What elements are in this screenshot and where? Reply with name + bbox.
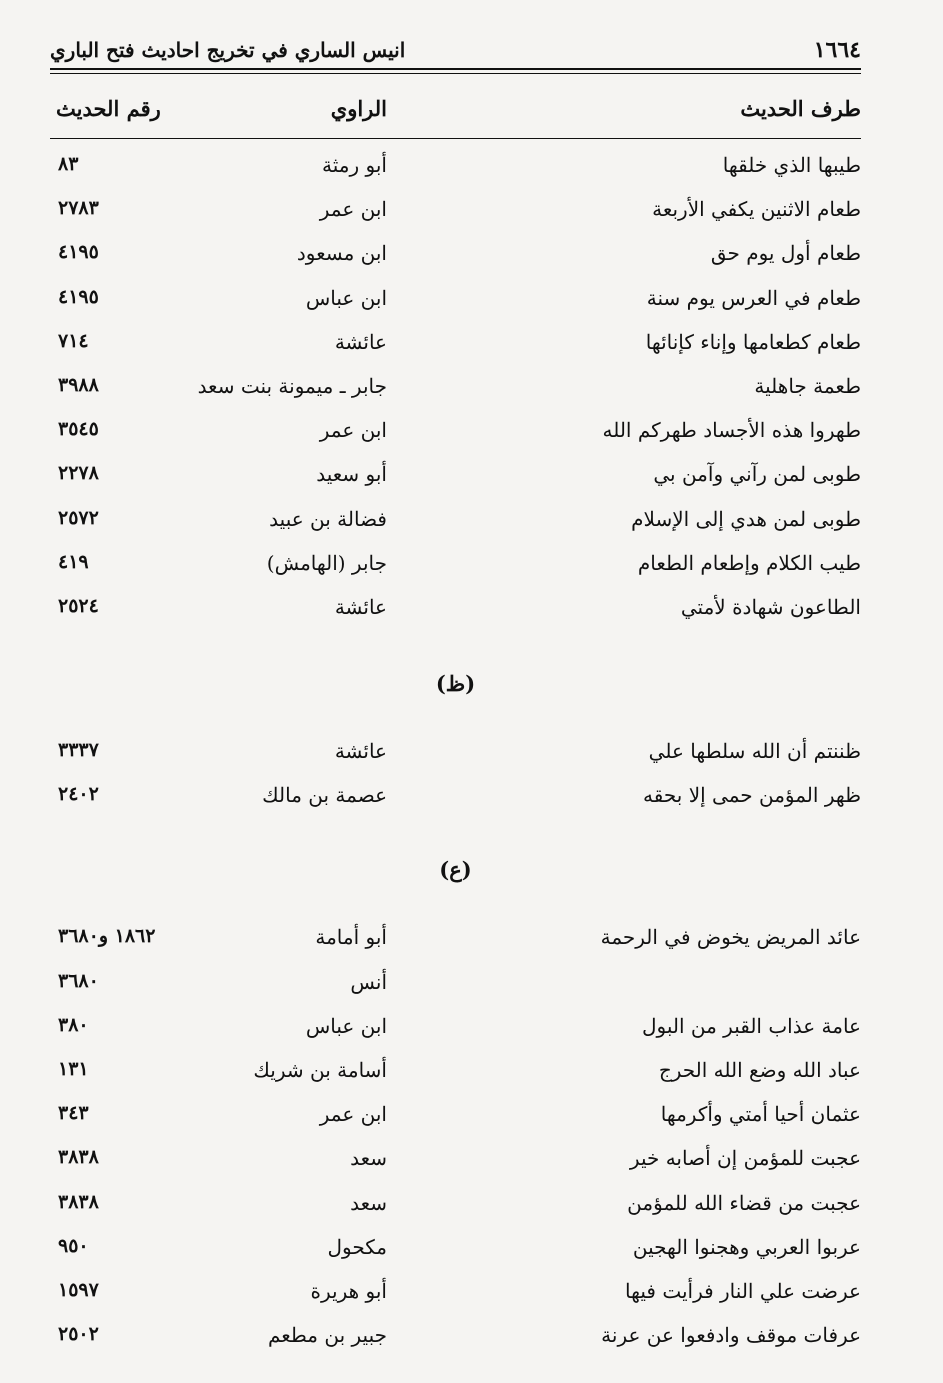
- header-rule-thick: [50, 68, 861, 70]
- hadith-number: ٣٤٣: [58, 1102, 89, 1125]
- narrator-text: ابن عباس: [305, 285, 387, 310]
- hadith-number: ٣٨٠: [58, 1013, 89, 1036]
- hadith-number: ٤١٩: [58, 550, 89, 573]
- narrator-text: ابن عباس: [305, 1013, 387, 1038]
- table-row: [50, 917, 861, 961]
- column-header-number: رقم الحديث: [56, 96, 161, 121]
- hadith-number: ١٨٦٢ و٣٦٨٠: [58, 925, 156, 948]
- hadith-number: ٣٨٣٨: [58, 1190, 99, 1213]
- table-row: [50, 1227, 861, 1271]
- table-row: [50, 499, 861, 543]
- table-row: [50, 454, 861, 498]
- narrator-text: ابن عمر: [319, 197, 387, 222]
- table-row: [50, 366, 861, 410]
- table-row: [50, 543, 861, 587]
- narrator-text: أبو هريرة: [310, 1278, 387, 1303]
- hadith-number: ٨٣: [58, 153, 79, 175]
- hadith-number: ٢٧٨٣: [58, 197, 99, 220]
- hadith-number: ٤١٩٥: [58, 285, 99, 308]
- hadith-number: ١٥٩٧: [58, 1278, 99, 1301]
- narrator-text: أبو أمامة: [315, 925, 387, 950]
- table-row: [50, 233, 861, 277]
- table-row: [50, 322, 861, 366]
- narrator-text: جابر (الهامش): [266, 550, 387, 575]
- column-headers: [50, 90, 861, 130]
- hadith-number: ٢٥٠٢: [58, 1323, 99, 1346]
- narrator-text: أبو سعيد: [316, 462, 387, 487]
- hadith-text: عجبت من قضاء الله للمؤمن: [627, 1190, 861, 1215]
- hadith-text: طيبها الذي خلقها: [722, 153, 861, 177]
- table-row: [50, 189, 861, 233]
- table-row: [50, 145, 861, 189]
- hadith-number: ٣٩٨٨: [58, 373, 99, 396]
- hadith-text: طعام أول يوم حق: [710, 241, 861, 266]
- hadith-text: عائد المريض يخوض في الرحمة: [600, 925, 861, 950]
- hadith-text: طوبى لمن رآني وآمن بي: [653, 462, 861, 487]
- column-header-rawi: الراوي: [330, 96, 387, 121]
- section-heading-za: [50, 631, 861, 731]
- block-za: [50, 731, 861, 819]
- table-row: [50, 1006, 861, 1050]
- hadith-text: طعمة جاهلية: [754, 373, 861, 398]
- narrator-text: أسامة بن شريك: [253, 1058, 387, 1082]
- narrator-text: فضالة بن عبيد: [269, 506, 387, 531]
- hadith-text: عامة عذاب القبر من البول: [641, 1013, 861, 1038]
- hadith-text: ظهر المؤمن حمى إلا بحقه: [643, 783, 861, 808]
- narrator-text: أنس: [350, 969, 387, 994]
- table-row: [50, 410, 861, 454]
- narrator-text: مكحول: [327, 1234, 387, 1259]
- narrator-text: عائشة: [334, 329, 387, 354]
- book-title: انيس الساري في تخريج احاديث فتح الباري: [50, 38, 406, 62]
- hadith-text: طيب الكلام وإطعام الطعام: [637, 550, 861, 575]
- narrator-text: عائشة: [334, 739, 387, 764]
- hadith-text: طعام في العرس يوم سنة: [646, 285, 861, 310]
- table-row: [50, 1138, 861, 1182]
- header-rule-thin: [50, 73, 861, 74]
- table-row: [50, 1094, 861, 1138]
- column-header-rule: [50, 138, 861, 139]
- table-row: [50, 731, 861, 775]
- narrator-text: ابن مسعود: [296, 241, 387, 266]
- column-header-hadith: طرف الحديث: [740, 96, 861, 121]
- table-row: [50, 1183, 861, 1227]
- index-table: [50, 145, 861, 1359]
- section-letter-ayn: (ع): [439, 857, 472, 883]
- section-letter-za: (ظ): [435, 671, 476, 697]
- page-header: [50, 30, 861, 70]
- hadith-text: عباد الله وضع الله الحرج: [658, 1058, 861, 1082]
- table-row: [50, 1271, 861, 1315]
- hadith-number: ٣٥٤٥: [58, 418, 99, 441]
- narrator-text: عصمة بن مالك: [262, 783, 387, 808]
- table-row: [50, 1050, 861, 1094]
- hadith-number: ١٣١: [58, 1058, 89, 1080]
- block-ta: [50, 145, 861, 631]
- hadith-number: ٣٦٨٠: [58, 969, 99, 992]
- hadith-number: ٣٨٣٨: [58, 1146, 99, 1169]
- hadith-text: الطاعون شهادة لأمتي: [680, 594, 861, 619]
- narrator-text: سعد: [350, 1146, 387, 1171]
- hadith-text: عرفات موقف وادفعوا عن عرنة: [601, 1323, 861, 1348]
- table-row: [50, 962, 861, 1006]
- section-heading-ayn: [50, 819, 861, 917]
- hadith-number: ٣٣٣٧: [58, 739, 99, 762]
- hadith-text: عثمان أحيا أمتي وأكرمها: [660, 1102, 861, 1127]
- hadith-text: طعام الاثنين يكفي الأربعة: [652, 197, 861, 222]
- hadith-number: ٢٢٧٨: [58, 462, 99, 485]
- narrator-text: ابن عمر: [319, 418, 387, 443]
- hadith-text: عرضت علي النار فرأيت فيها: [625, 1278, 861, 1303]
- hadith-number: ٩٥٠: [58, 1234, 89, 1257]
- hadith-number: ٢٤٠٢: [58, 783, 99, 806]
- block-ayn: [50, 917, 861, 1359]
- page-number: ١٦٦٤: [813, 37, 861, 63]
- table-row: [50, 775, 861, 819]
- table-row: [50, 587, 861, 631]
- hadith-text: طهروا هذه الأجساد طهركم الله: [602, 418, 861, 443]
- narrator-text: جبير بن مطعم: [267, 1323, 387, 1348]
- hadith-number: ٤١٩٥: [58, 241, 99, 264]
- table-row: [50, 278, 861, 322]
- narrator-text: جابر ـ ميمونة بنت سعد: [197, 373, 387, 398]
- hadith-text: طوبى لمن هدي إلى الإسلام: [631, 506, 861, 531]
- narrator-text: عائشة: [334, 594, 387, 619]
- hadith-text: عربوا العربي وهجنوا الهجين: [632, 1234, 861, 1259]
- narrator-text: ابن عمر: [319, 1102, 387, 1127]
- hadith-number: ٢٥٧٢: [58, 506, 99, 529]
- hadith-text: ظننتم أن الله سلطها علي: [648, 739, 861, 764]
- hadith-text: عجبت للمؤمن إن أصابه خير: [629, 1146, 861, 1171]
- hadith-number: ٧١٤: [58, 329, 89, 352]
- narrator-text: أبو رمثة: [322, 153, 387, 177]
- table-row: [50, 1315, 861, 1359]
- hadith-number: ٢٥٢٤: [58, 594, 99, 617]
- hadith-text: طعام كطعامها وإناء كإنائها: [645, 329, 861, 354]
- narrator-text: سعد: [350, 1190, 387, 1215]
